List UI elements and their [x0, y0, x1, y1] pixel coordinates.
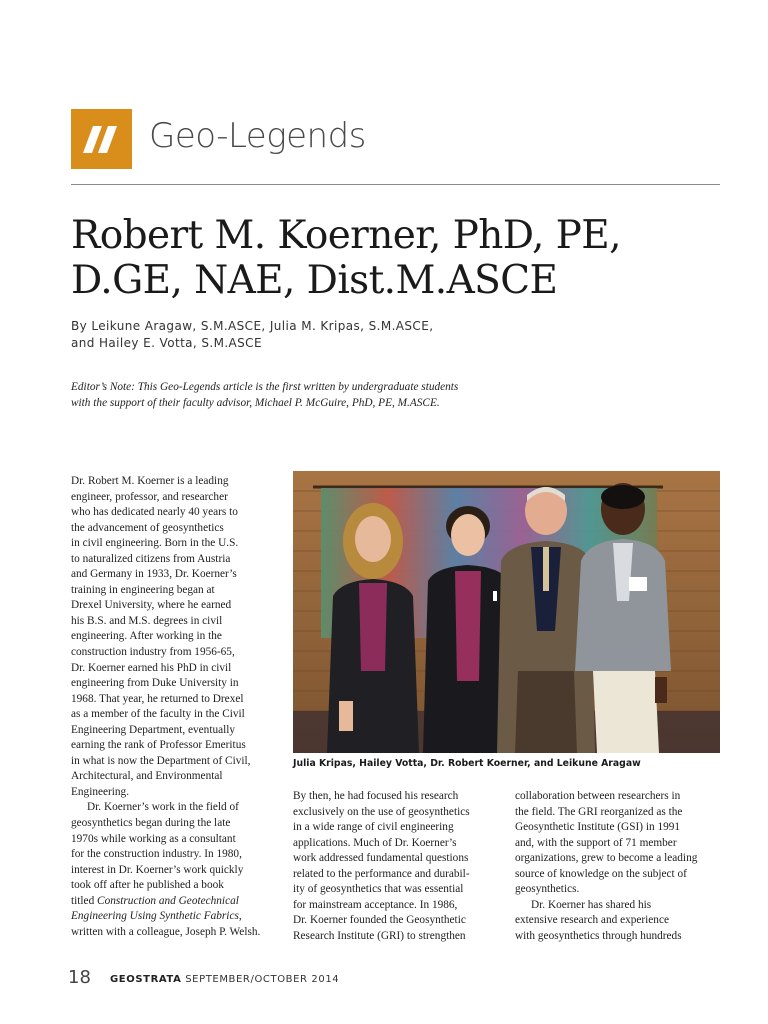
text-line: interest in Dr. Koerner’s work quickly — [71, 863, 244, 876]
text-line: in civil engineering. Born in the U.S. — [71, 537, 239, 550]
page-number: 18 — [68, 967, 91, 988]
text-line: with geosynthetics through hundreds — [515, 929, 682, 942]
publication-footer — [110, 974, 339, 985]
text-line: geosynthetics. — [515, 883, 580, 896]
text-line: Dr. Robert M. Koerner is a leading — [71, 475, 229, 487]
photo-caption: Julia Kripas, Hailey Votta, Dr. Robert Koerner, and Leikune Aragaw — [293, 758, 641, 769]
issue-date: SEPTEMBER/OCTOBER 2014 — [185, 974, 340, 985]
text-line: the advancement of geosynthetics — [71, 521, 224, 534]
text-line: Dr. Koerner founded the Geosynthetic — [293, 914, 466, 927]
text-line: who has dedicated nearly 40 years to — [71, 506, 238, 519]
text-line: as a member of the faculty in the Civil — [71, 708, 245, 721]
text-line: collaboration between researchers in — [515, 790, 681, 802]
byline — [71, 318, 571, 351]
text-fragment: titled — [71, 894, 98, 907]
text-line: Dr. Koerner earned his PhD in civil — [71, 661, 232, 674]
text-line: for mainstream acceptance. In 1986, — [293, 898, 458, 911]
text-line: engineering. After working in the — [71, 630, 222, 643]
editors-note-line: Editor’s Note: This Geo-Legends article is the first written by undergraduate students — [71, 381, 459, 393]
text-line: ity of geosynthetics that was essential — [293, 883, 464, 896]
text-line: By then, he had focused his research — [293, 790, 459, 802]
text-line: work addressed fundamental questions — [293, 852, 469, 865]
text-line: Research Institute (GRI) to strengthen — [293, 929, 466, 942]
text-line: organizations, grew to become a leading — [515, 852, 698, 865]
byline-line: and Hailey E. Votta, S.M.ASCE — [71, 335, 262, 350]
text-fragment: , — [238, 910, 242, 923]
group-photo-illustration — [293, 471, 720, 753]
group-photo — [293, 471, 720, 753]
text-line: in what is now the Department of Civil, — [71, 754, 251, 767]
text-line: to naturalized citizens from Austria — [71, 552, 231, 565]
body-column-1 — [71, 474, 281, 940]
editors-note — [71, 380, 531, 411]
text-line: and Germany in 1933, Dr. Koerner’s — [71, 568, 237, 581]
header-divider — [71, 184, 720, 185]
text-line: source of knowledge on the subject of — [515, 867, 687, 880]
text-line: applications. Much of Dr. Koerner’s — [293, 836, 457, 849]
text-line: in a wide range of civil engineering — [293, 821, 454, 834]
text-line: 1970s while working as a consultant — [71, 832, 236, 845]
byline-line: By Leikune Aragaw, S.M.ASCE, Julia M. Kripas, S.M.ASCE, — [71, 319, 434, 333]
body-column-2 — [293, 789, 498, 944]
text-line: extensive research and experience — [515, 914, 669, 927]
text-line: took off after he published a book — [71, 879, 224, 892]
text-line: earning the rank of Professor Emeritus — [71, 739, 246, 752]
text-line — [71, 909, 281, 925]
text-line — [71, 894, 281, 910]
text-line: geosynthetics began during the late — [71, 817, 231, 830]
text-line: construction industry from 1956-65, — [71, 646, 235, 659]
text-line: his B.S. and M.S. degrees in civil — [71, 614, 223, 627]
text-line: and, with the support of 71 member — [515, 836, 677, 849]
text-line: Engineering. — [71, 785, 130, 798]
text-line: Architectural, and Environmental — [71, 770, 223, 783]
text-line: Engineering Department, eventually — [71, 723, 236, 736]
text-line: related to the performance and durabil- — [293, 867, 470, 880]
section-badge — [71, 109, 132, 169]
text-line: engineering from Duke University in — [71, 677, 239, 690]
double-slash-icon — [71, 109, 132, 169]
text-line: Drexel University, where he earned — [71, 599, 232, 612]
text-line: Dr. Koerner has shared his — [531, 898, 652, 911]
text-line: engineer, professor, and researcher — [71, 490, 228, 503]
text-line: exclusively on the use of geosynthetics — [293, 805, 470, 818]
text-line: for the construction industry. In 1980, — [71, 848, 242, 861]
text-line: training in engineering began at — [71, 583, 215, 596]
book-title-fragment: Construction and Geotechnical — [97, 894, 239, 907]
section-title: Geo-Legends — [149, 116, 366, 156]
text-line: 1968. That year, he returned to Drexel — [71, 692, 244, 705]
body-column-3 — [515, 789, 720, 944]
text-line: the field. The GRI reorganized as the — [515, 805, 683, 818]
publication-name: GEOSTRATA — [110, 974, 182, 985]
article-headline: Robert M. Koerner, PhD, PE, D.GE, NAE, Dist.M.ASCE — [71, 213, 621, 303]
text-line: written with a colleague, Joseph P. Welsh. — [71, 925, 261, 938]
editors-note-line: with the support of their faculty advisor, Michael P. McGuire, PhD, PE, M.ASCE. — [71, 396, 440, 409]
text-line: Geosynthetic Institute (GSI) in 1991 — [515, 821, 681, 834]
text-line: Dr. Koerner’s work in the field of — [87, 801, 239, 814]
book-title-fragment: Engineering Using Synthetic Fabrics — [71, 910, 239, 923]
